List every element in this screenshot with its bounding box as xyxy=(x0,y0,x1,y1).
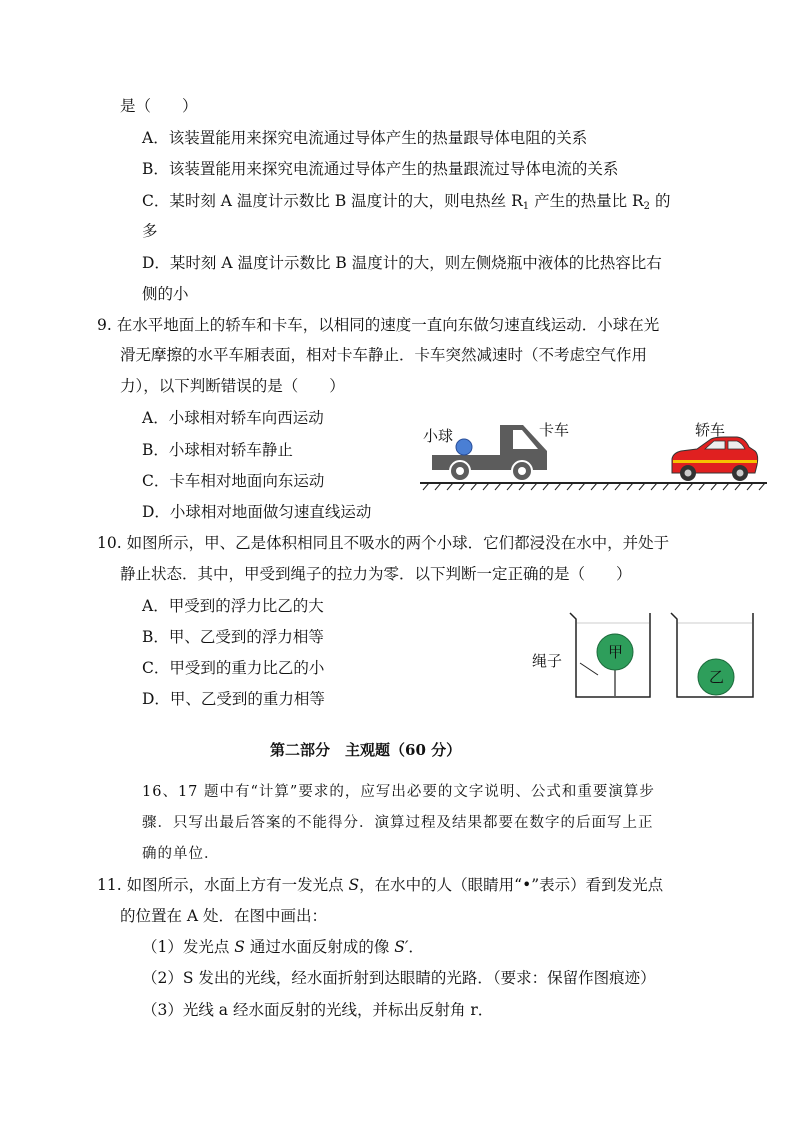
ball-on-truck xyxy=(456,439,472,455)
section-title: 第二部分 主观题（60 分） xyxy=(270,741,462,759)
car-illustration xyxy=(672,437,758,481)
label-ball: 小球 xyxy=(423,427,454,445)
q11-sub3: （3）光线 a 经水面反射的光线，并标出反射角 r． xyxy=(142,1001,494,1019)
q10-option-c: C．甲受到的重力比乙的小 xyxy=(142,659,325,677)
q10-stem-line1: 10. 如图所示，甲、乙是体积相同且不吸水的两个小球．它们都浸没在水中，并处于 xyxy=(97,534,670,552)
q11-stem-line2: 的位置在 A 处．在图中画出： xyxy=(120,907,328,925)
label-rope: 绳子 xyxy=(532,652,563,670)
section-note-line2: 骤．只写出最后答案的不能得分．演算过程及结果都要在数字的后面写上正 xyxy=(142,815,654,831)
q8-option-d-cont: 侧的小 xyxy=(142,285,189,303)
q11-sub2: （2）S 发出的光线，经水面折射到达眼睛的光路．（要求：保留作图痕迹） xyxy=(142,969,656,987)
q8-stem-tail: 是（ ） xyxy=(120,97,198,115)
q10-option-d: D．甲、乙受到的重力相等 xyxy=(142,690,325,708)
section-note-line3: 确的单位． xyxy=(142,846,220,862)
q9-option-d: D．小球相对地面做匀速直线运动 xyxy=(142,503,372,521)
q8-option-c-cont: 多 xyxy=(142,222,158,240)
q8-option-c: C．某时刻 A 温度计示数比 B 温度计的大，则电热丝 $R_1$ 产生的热量比 $R_2$ 的 xyxy=(142,192,671,212)
label-yi: 乙 xyxy=(709,668,725,686)
q9-option-b: B．小球相对轿车静止 xyxy=(142,441,293,459)
label-car: 轿车 xyxy=(695,421,726,439)
q8-option-a: A．该装置能用来探究电流通过导体产生的热量跟导体电阻的关系 xyxy=(142,129,588,147)
q10-option-a: A．甲受到的浮力比乙的大 xyxy=(142,597,324,615)
label-truck: 卡车 xyxy=(539,421,570,439)
q11-sub1: （1）发光点 S 通过水面反射成的像 S′． xyxy=(142,938,424,956)
q11-stem-line1: 11. 如图所示，水面上方有一发光点 S，在水中的人（眼睛用“•”表示）看到发光点 xyxy=(97,876,664,894)
q8-option-b: B．该装置能用来探究电流通过导体产生的热量跟流过导体电流的关系 xyxy=(142,160,619,178)
q9-figure xyxy=(415,415,775,495)
q9-option-a: A．小球相对轿车向西运动 xyxy=(142,409,324,427)
q9-stem-line1: 9. 在水平地面上的轿车和卡车，以相同的速度一直向东做匀速直线运动．小球在光 xyxy=(97,316,660,334)
q10-figure xyxy=(528,605,768,705)
q10-option-b: B．甲、乙受到的浮力相等 xyxy=(142,628,324,646)
q9-stem-line2: 滑无摩擦的水平车厢表面，相对卡车静止．卡车突然减速时（不考虑空气作用 xyxy=(120,346,648,364)
label-jia: 甲 xyxy=(608,643,624,661)
q9-stem-line3: 力），以下判断错误的是（ ） xyxy=(120,377,345,395)
ground-hatching xyxy=(423,483,765,490)
section-note-line1: 16、17 题中有“计算”要求的，应写出必要的文字说明、公式和重要演算步 xyxy=(142,784,655,800)
q10-stem-line2: 静止状态．其中，甲受到绳子的拉力为零．以下判断一定正确的是（ ） xyxy=(120,565,632,583)
q9-option-c: C．卡车相对地面向东运动 xyxy=(142,472,325,490)
q8-option-d: D．某时刻 A 温度计示数比 B 温度计的大，则左侧烧瓶中液体的比热容比右 xyxy=(142,254,662,272)
